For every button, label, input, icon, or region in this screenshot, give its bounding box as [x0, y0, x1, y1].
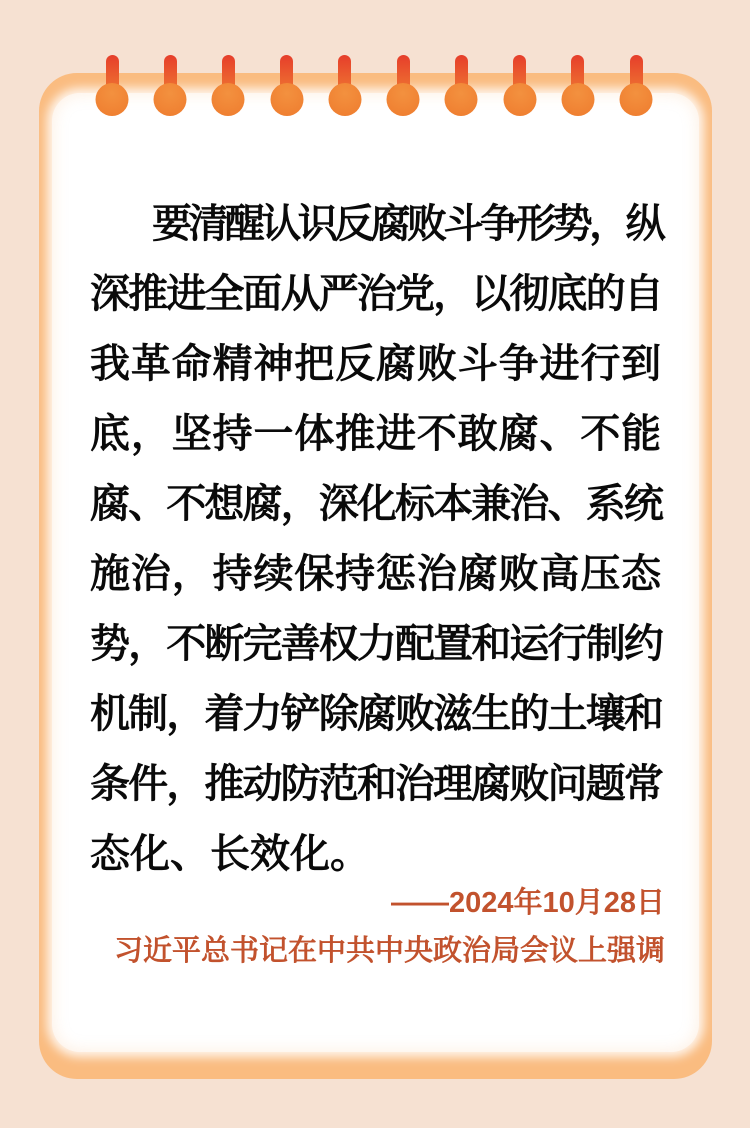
notepad-paper [52, 93, 699, 1052]
quote-line: 我革命精神把反腐败斗争进行到 [90, 342, 663, 386]
attribution-date: ——2024年10月28日 [390, 887, 665, 919]
pin-icon [222, 55, 235, 101]
notepad-card [39, 73, 712, 1079]
card-content [90, 93, 665, 975]
quote-line: 势，不断完善权力配置和运行制约 [90, 622, 662, 666]
pin-icon [338, 55, 351, 101]
quote-text [90, 189, 662, 889]
pin-icon [397, 55, 410, 101]
pin-icon [455, 55, 468, 101]
quote-line: 条件，推动防范和治理腐败问题常 [90, 762, 662, 806]
attribution [90, 879, 665, 975]
pin-icon [513, 55, 526, 101]
pin-icon [571, 55, 584, 101]
pin-icon [280, 55, 293, 101]
pin-icon [630, 55, 643, 101]
quote-line: 机制，着力铲除腐败滋生的土壤和 [90, 692, 662, 736]
pin-icon [106, 55, 119, 101]
quote-line: 态化、长效化。 [90, 832, 370, 876]
attribution-source: 习近平总书记在中共中央政治局会议上强调 [113, 935, 665, 967]
pin-icon [164, 55, 177, 101]
quote-line: 要清醒认识反腐败斗争形势，纵 [152, 202, 663, 246]
quote-line: 腐、不想腐，深化标本兼治、系统 [90, 482, 662, 526]
quote-line: 深推进全面从严治党，以彻底的自 [90, 272, 662, 316]
quote-line: 底，坚持一体推进不敢腐、不能 [90, 412, 663, 456]
quote-line: 施治，持续保持惩治腐败高压态 [90, 552, 663, 596]
binder-pins [0, 55, 750, 119]
